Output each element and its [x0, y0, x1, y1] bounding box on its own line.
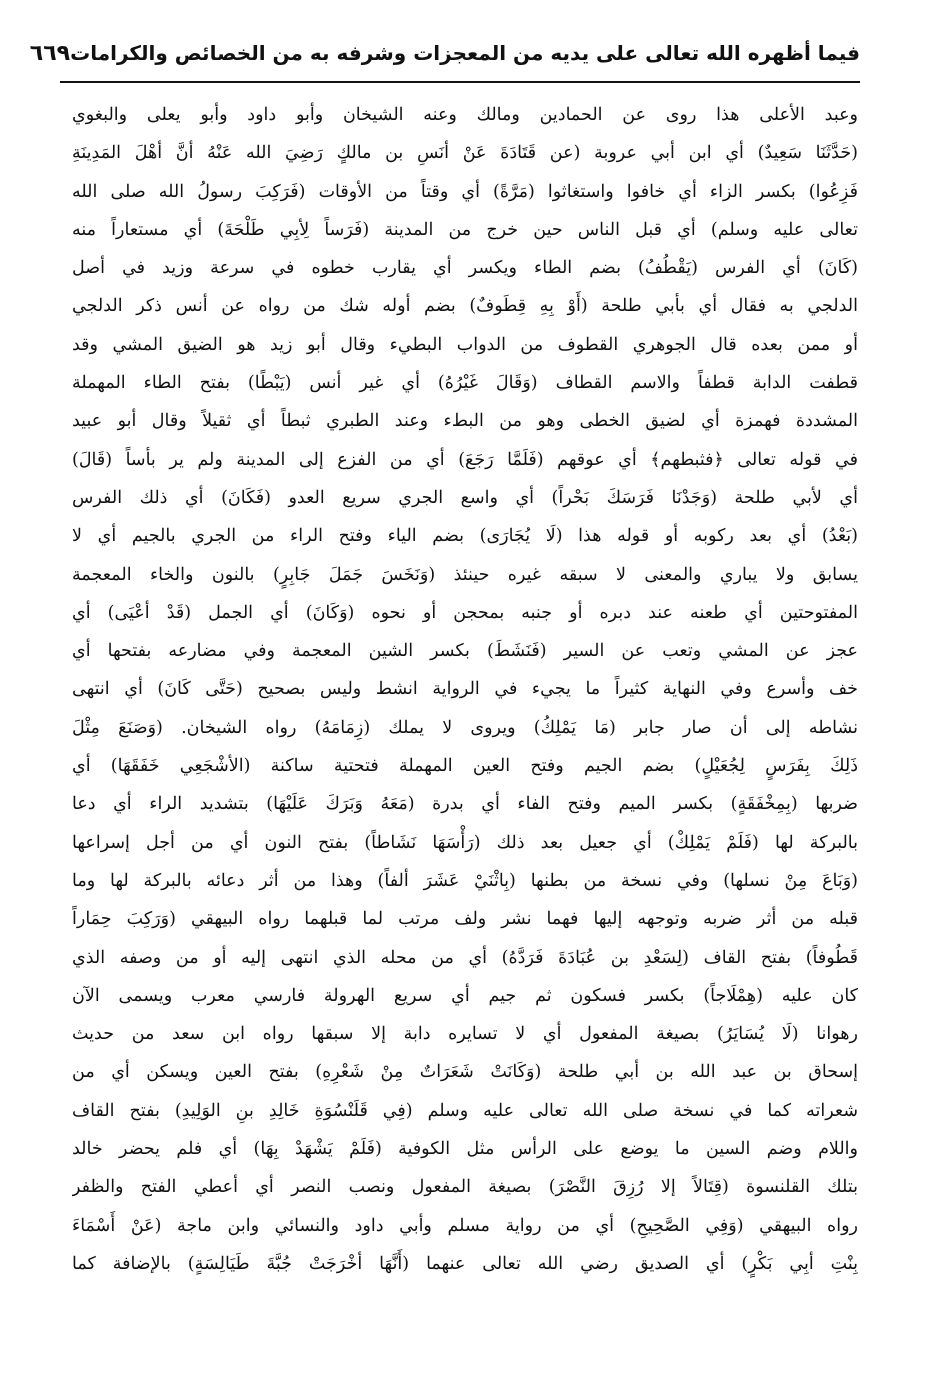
text-line: نشاطه إلى أن صار جابر (مَا يَمْلِكُ) ويروى لا يملك (زِمَامَهُ) رواه الشيخان. (وَصَنَعَ مِثْلَ	[72, 717, 858, 738]
text-line: بالبركة لها (فَلَمْ يَمْلِكْ) أي جعيل بعد ذلك (رَأْسَهَا نَشَاطاً) بفتح النون أي من أجل إسراعها	[72, 832, 858, 853]
text-line: الدلجي به فقال أي بأبي طلحة (أَوْ بِهِ قِطَوفٌ) بضم أوله شك من رواه عن أنس ذكر الدلجي	[72, 296, 858, 317]
text-line: (كَانَ) أي الفرس (يَقْطُفُ) بضم الطاء ويكسر أي يقارب خطوه في سرعة وزيد في أصل	[72, 258, 858, 279]
text-line: وعبد الأعلى هذا روى عن الحمادين ومالك وعنه الشيخان وأبو داود وأبو يعلى والبغوي	[72, 105, 858, 125]
body-text	[72, 96, 858, 1371]
header-rule	[60, 81, 860, 83]
text-line: بتلك القلنسوة (قِتَالاً إلا رُزِقَ النَّصْرَ) بصيغة المفعول ونصب النصر أي أعطي الفتح والظفر	[72, 1177, 858, 1198]
text-line: ذَلِكَ بِفَرَسٍ لِجُعَيْلٍ) بضم الجيم وفتح العين المهملة فتحتية ساكنة (الأشْجَعِي خَفَقَهَا) أي	[72, 756, 858, 777]
text-line: قبله من أثر ضربه وتوجهه إليها فهما نشر ولف مرتب لما قبلهما رواه البيهقي (وَرَكِبَ حِمَاراً	[72, 909, 858, 930]
text-line: (وَبَاعَ مِنْ نسلها) وفي نسخة من بطنها (بِاثْنَيْ عَشَرَ ألفاً) وهذا من أثر دعائه بالبركة لها وما	[72, 870, 858, 891]
text-line: أو ممن بعده قال الجوهري القطوف من الدواب البطيء وقال أبو زيد هو الضيق المشي وقد	[72, 334, 858, 355]
text-line: المشددة فهمزة أي لضيق الخطى وهو من البطء وعند الطبري ثبطاً أي ثقيلاً وقال أبو عبيد	[72, 411, 858, 432]
text-line: عجز عن المشي وتعب عن السير (فَنَشَطَ) بكسر الشين المعجمة وفي مضارعه بفتحها أي	[72, 641, 858, 662]
page-number: ٦٦٩	[29, 40, 71, 66]
text-line: (حَدَّثَنَا سَعِيدٌ) أي ابن أبي عروبة (عن قَتَادَةَ عَنْ أنَسِ بن مالكٍ رَضِيَ الله عَنْهُ أنَّ أهْلَ المَدِينَةِ	[72, 143, 858, 164]
text-line: قطفت الدابة قطفاً والاسم القطاف (وَقَالَ غَيْرُهُ) أي غير أنس (يَبْطًا) بفتح الطاء المهملة	[72, 373, 858, 394]
text-line: تعالى عليه وسلم) أي قبل الناس حين خرج من المدينة (فَرَساً لِأبِي طَلْحَةَ) أي مستعاراً منه	[72, 219, 858, 240]
text-line: قَطُوفاً) بفتح القاف (لِسَعْدِ بن عُبَادَةَ فَرَدَّهُ) أي من محله الذي انتهى إليه أو من وصفه الذي	[72, 947, 858, 968]
text-line: شعراته كما في نسخة صلى الله تعالى عليه وسلم (فِي قَلَنْسُوَةِ خَالِدِ بنِ الوَلِيدِ) بفتح القاف	[72, 1100, 858, 1121]
text-line: المفتوحتين أي طعنه عند دبره أو جنبه بمحجن أو نحوه (وَكَانَ) أي الجمل (قَدْ أعْيَى) أي	[72, 602, 858, 623]
text-line: في قوله تعالى ﴿فثبطهم﴾ أي عوقهم (فَلَمَّا رَجَعَ) أي من الفزع إلى المدينة ولم ير بأساً (قَالَ)	[72, 449, 858, 470]
text-line: رهوانا (لَا يُسَايَرُ) بصيغة المفعول أي لا تسايره دابة إلا سبقها رواه ابن سعد من حديث	[72, 1024, 858, 1045]
page-header	[29, 36, 860, 70]
text-line: أي لأبي طلحة (وَجَدْنَا فَرَسَكَ بَحْراً) أي واسع الجري سريع العدو (فَكَانَ) أي ذلك الفرس	[72, 487, 858, 508]
running-title: فيما أظهره الله تعالى على يديه من المعجزات وشرفه به من الخصائص والكرامات	[70, 41, 860, 65]
text-line: بِنْتِ أبِي بَكْرٍ) أي الصديق رضي الله تعالى عنهما (أَنَّهَا أخْرَجَتْ جُبَّةَ طَيَالِسَةٍ) بالإضافة كما	[72, 1253, 858, 1274]
text-line: إسحاق بن عبد الله بن أبي طلحة (وَكَانَتْ شَعَرَاتٌ مِنْ شَعْرِهِ) بفتح العين ويسكن أي من	[72, 1062, 858, 1083]
text-line: (بَعْدُ) أي بعد ركوبه أو قوله هذا (لَا يُجَارَى) بضم الياء وفتح الراء من الجري بالجيم أي لا	[72, 526, 858, 547]
text-line: خف وأسرع وفي النهاية كثيراً ما يجيء في الرواية انشط وليس بصحيح (حَتَّى كَانَ) أي انتهى	[72, 679, 858, 700]
text-line: واللام وضم السين ما يوضع على الرأس مثل الكوفية (فَلَمْ يَشْهَدْ بِهَا) أي فلم يحضر خالد	[72, 1139, 858, 1160]
text-line: كان عليه (هِمْلَاجاً) بكسر فسكون ثم جيم أي سريع الهرولة فارسي معرب ويسمى الآن	[72, 985, 858, 1006]
text-line: ضربها (بِمِخْفَقَةٍ) بكسر الميم وفتح الفاء أي بدرة (مَعَهُ وَبَرَكَ عَلَيْهَا) بتشديد الراء أي دعا	[72, 794, 858, 815]
text-line: فَزِعُوا) بكسر الزاء أي خافوا واستغاثوا (مَرَّةً) أي وقتاً من الأوقات (فَرَكِبَ رسولُ الله صلى الله	[72, 181, 858, 202]
text-line: رواه البيهقي (وَفِي الصَّحِيحِ) أي من رواية مسلم وأبي داود والنسائي وابن ماجة (عَنْ أَسْمَاءَ	[72, 1215, 858, 1236]
text-line: يسابق ولا يباري والمعنى لا سبقه غيره حينئذ (وَنَخَسَ جَمَلَ جَابِرٍ) بالنون والخاء المعجمة	[72, 564, 858, 585]
